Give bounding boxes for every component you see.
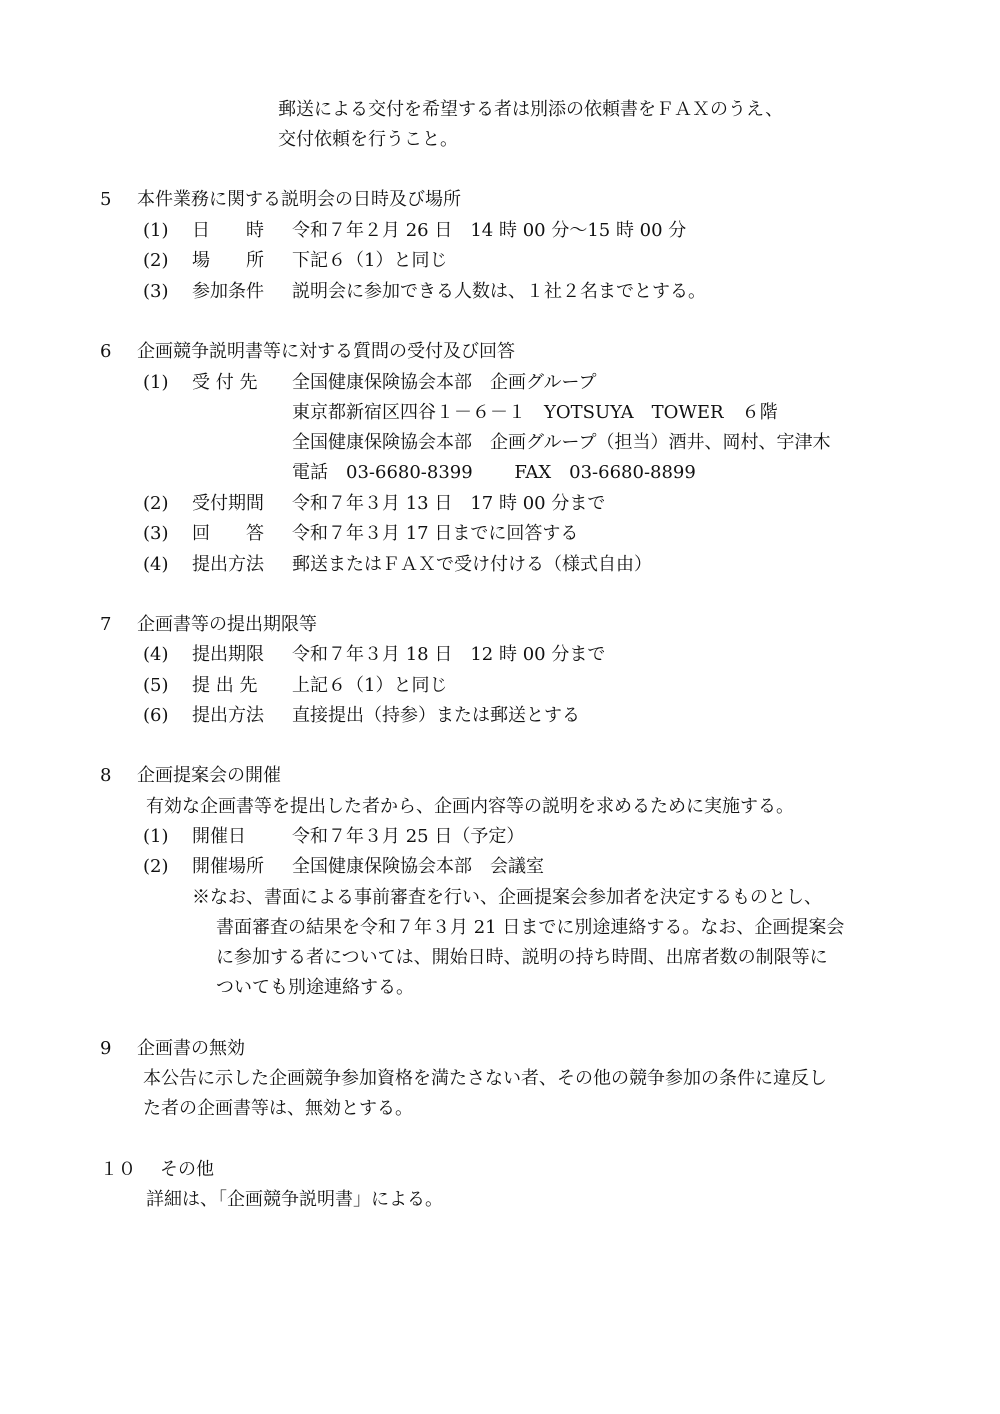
sec8-note-line-1: ※なお、書面による事前審査を行い、企画提案会参加者を決定するものとし、 xyxy=(192,887,822,908)
sec6-phone-fax: 電話 03-6680-8399 FAX 03-6680-8899 xyxy=(292,462,696,483)
sec6-item3-num: (3) xyxy=(143,523,169,544)
sec5-item3-label: 参加条件 xyxy=(192,281,264,302)
sec6-item2-value: 令和７年３月 13 日 17 時 00 分まで xyxy=(292,493,606,514)
sec7-item2-num: (5) xyxy=(143,675,169,696)
sec6-item3-value: 令和７年３月 17 日までに回答する xyxy=(292,523,579,544)
sec6-item3-label: 回 答 xyxy=(192,523,264,544)
sec8-item1-label: 開催日 xyxy=(192,826,246,847)
sec6-contact: 全国健康保険協会本部 企画グループ（担当）酒井、岡村、宇津木 xyxy=(292,432,831,453)
sec7-item1-value: 令和７年３月 18 日 12 時 00 分まで xyxy=(292,644,606,665)
sec6-item4-value: 郵送またはＦＡＸで受け付ける（様式自由） xyxy=(292,554,652,575)
section-9-title: 企画書の無効 xyxy=(137,1038,245,1059)
sec8-item2-value: 全国健康保険協会本部 会議室 xyxy=(292,856,544,877)
sec5-item2-num: (2) xyxy=(143,250,169,271)
section-7-title: 企画書等の提出期限等 xyxy=(137,614,317,635)
sec7-item1-label: 提出期限 xyxy=(192,644,264,665)
section-5-title: 本件業務に関する説明会の日時及び場所 xyxy=(137,189,461,210)
sec5-item1-label: 日 時 xyxy=(192,220,264,241)
sec5-item1-value: 令和７年２月 26 日 14 時 00 分～15 時 00 分 xyxy=(292,220,687,241)
sec6-item4-num: (4) xyxy=(143,554,169,575)
sec7-item3-value: 直接提出（持参）または郵送とする xyxy=(292,705,580,726)
section-7-number: 7 xyxy=(100,614,112,635)
sec6-item1-num: (1) xyxy=(143,372,169,393)
section-8-number: 8 xyxy=(100,765,112,786)
section-10-number: １０ xyxy=(100,1159,136,1180)
sec9-body-line-1: 本公告に示した企画競争参加資格を満たさない者、その他の競争参加の条件に違反し xyxy=(143,1068,827,1089)
sec10-body: 詳細は、「企画競争説明書」による。 xyxy=(146,1189,443,1210)
sec6-address: 東京都新宿区四谷１－６－１ YOTSUYA TOWER ６階 xyxy=(292,402,778,423)
sec8-lead: 有効な企画書等を提出した者から、企画内容等の説明を求めるために実施する。 xyxy=(146,796,794,817)
sec7-item3-num: (6) xyxy=(143,705,169,726)
sec5-item2-value: 下記６（1）と同じ xyxy=(292,250,448,271)
sec7-item2-label: 提 出 先 xyxy=(192,675,258,696)
sec5-item3-num: (3) xyxy=(143,281,169,302)
sec6-item1-value: 全国健康保険協会本部 企画グループ xyxy=(292,372,597,393)
sec6-item2-label: 受付期間 xyxy=(192,493,264,514)
section-9-number: 9 xyxy=(100,1038,112,1059)
sec8-item2-num: (2) xyxy=(143,856,169,877)
sec8-note-line-3: に参加する者については、開始日時、説明の持ち時間、出席者数の制限等に xyxy=(216,947,828,968)
intro-line-2: 交付依頼を行うこと。 xyxy=(278,129,458,150)
sec8-item1-num: (1) xyxy=(143,826,169,847)
section-5-number: 5 xyxy=(100,189,112,210)
sec8-note-line-2: 書面審査の結果を令和７年３月 21 日までに別途連絡する。なお、企画提案会 xyxy=(216,917,845,938)
sec6-item4-label: 提出方法 xyxy=(192,554,264,575)
sec7-item3-label: 提出方法 xyxy=(192,705,264,726)
sec6-item1-label: 受 付 先 xyxy=(192,372,258,393)
section-8-title: 企画提案会の開催 xyxy=(137,765,281,786)
intro-line-1: 郵送による交付を希望する者は別添の依頼書をＦＡＸのうえ、 xyxy=(278,99,784,120)
section-6-title: 企画競争説明書等に対する質問の受付及び回答 xyxy=(137,341,515,362)
sec8-item1-value: 令和７年３月 25 日（予定） xyxy=(292,826,525,847)
sec5-item2-label: 場 所 xyxy=(192,250,264,271)
sec5-item3-value: 説明会に参加できる人数は、１社２名までとする。 xyxy=(292,281,706,302)
sec8-note-line-4: ついても別途連絡する。 xyxy=(216,977,414,998)
sec9-body-line-2: た者の企画書等は、無効とする。 xyxy=(143,1098,413,1119)
sec7-item1-num: (4) xyxy=(143,644,169,665)
sec7-item2-value: 上記６（1）と同じ xyxy=(292,675,448,696)
sec5-item1-num: (1) xyxy=(143,220,169,241)
section-10-title: その他 xyxy=(160,1159,214,1180)
section-6-number: 6 xyxy=(100,341,112,362)
sec8-item2-label: 開催場所 xyxy=(192,856,264,877)
sec6-item2-num: (2) xyxy=(143,493,169,514)
